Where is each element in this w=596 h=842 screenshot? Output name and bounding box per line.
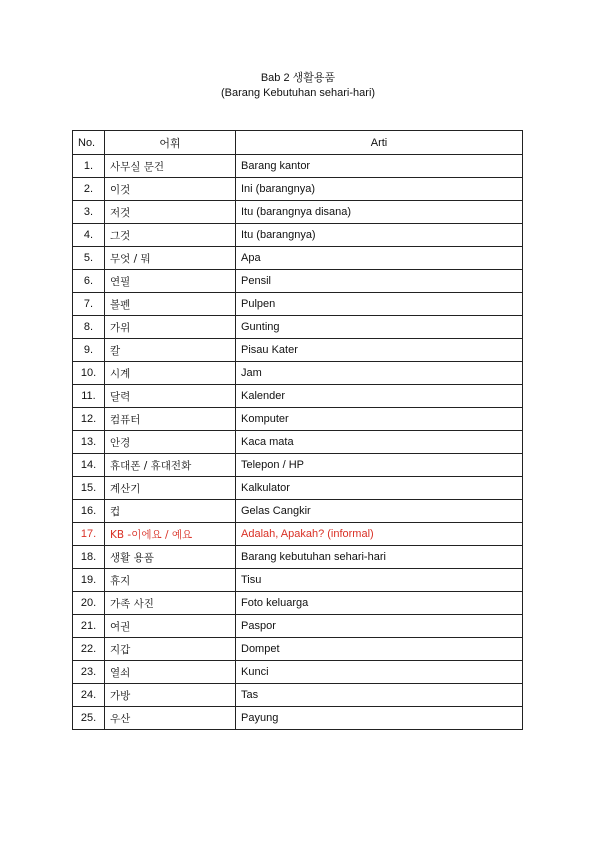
- column-header-no: No.: [73, 131, 105, 155]
- row-number: 8.: [73, 316, 105, 339]
- table-row: [73, 546, 523, 569]
- table-row: [73, 155, 523, 178]
- indonesian-meaning: Dompet: [236, 638, 523, 661]
- vocabulary-table: [72, 130, 523, 730]
- korean-word: 가방: [105, 684, 236, 707]
- indonesian-meaning: Apa: [236, 247, 523, 270]
- row-number: 19.: [73, 569, 105, 592]
- korean-word: 휴대폰 / 휴대전화: [105, 454, 236, 477]
- row-number: 3.: [73, 201, 105, 224]
- indonesian-meaning: Jam: [236, 362, 523, 385]
- row-number: 16.: [73, 500, 105, 523]
- row-number: 9.: [73, 339, 105, 362]
- table-row: [73, 431, 523, 454]
- row-number: 13.: [73, 431, 105, 454]
- korean-word: 저것: [105, 201, 236, 224]
- indonesian-meaning: Tisu: [236, 569, 523, 592]
- korean-word: 컴퓨터: [105, 408, 236, 431]
- indonesian-meaning: Pensil: [236, 270, 523, 293]
- table-row: [73, 362, 523, 385]
- row-number: 7.: [73, 293, 105, 316]
- korean-word: 컵: [105, 500, 236, 523]
- row-number: 17.: [73, 523, 105, 546]
- table-row: [73, 201, 523, 224]
- indonesian-meaning: Tas: [236, 684, 523, 707]
- row-number: 1.: [73, 155, 105, 178]
- table-row: [73, 707, 523, 730]
- korean-word: 달력: [105, 385, 236, 408]
- indonesian-meaning: Paspor: [236, 615, 523, 638]
- row-number: 15.: [73, 477, 105, 500]
- row-number: 22.: [73, 638, 105, 661]
- indonesian-meaning: Itu (barangnya): [236, 224, 523, 247]
- indonesian-meaning: Ini (barangnya): [236, 178, 523, 201]
- table-row: [73, 615, 523, 638]
- document-header: [0, 71, 596, 101]
- indonesian-meaning: Telepon / HP: [236, 454, 523, 477]
- column-header-word: 어휘: [105, 131, 236, 155]
- indonesian-meaning: Pisau Kater: [236, 339, 523, 362]
- table-row: [73, 247, 523, 270]
- korean-word: 지갑: [105, 638, 236, 661]
- document-title: Bab 2 생활용품: [260, 72, 336, 84]
- row-number: 12.: [73, 408, 105, 431]
- table-row: [73, 339, 523, 362]
- row-number: 6.: [73, 270, 105, 293]
- row-number: 23.: [73, 661, 105, 684]
- table-row: [73, 408, 523, 431]
- table-row: [73, 592, 523, 615]
- indonesian-meaning: Gunting: [236, 316, 523, 339]
- row-number: 20.: [73, 592, 105, 615]
- row-number: 10.: [73, 362, 105, 385]
- korean-word: 가위: [105, 316, 236, 339]
- table-row: [73, 523, 523, 546]
- row-number: 2.: [73, 178, 105, 201]
- korean-word: 이것: [105, 178, 236, 201]
- table-row: [73, 569, 523, 592]
- table-row: [73, 500, 523, 523]
- korean-word: 여권: [105, 615, 236, 638]
- korean-word: KB -이에요 / 예요: [105, 523, 236, 546]
- table-row: [73, 178, 523, 201]
- korean-word: 생활 용품: [105, 546, 236, 569]
- korean-word: 칼: [105, 339, 236, 362]
- table-row: [73, 293, 523, 316]
- korean-word: 사무실 문건: [105, 155, 236, 178]
- indonesian-meaning: Payung: [236, 707, 523, 730]
- table-row: [73, 638, 523, 661]
- indonesian-meaning: Kalender: [236, 385, 523, 408]
- table-row: [73, 316, 523, 339]
- indonesian-meaning: Itu (barangnya disana): [236, 201, 523, 224]
- table-row: [73, 661, 523, 684]
- table-row: [73, 684, 523, 707]
- korean-word: 시계: [105, 362, 236, 385]
- document-subtitle: (Barang Kebutuhan sehari-hari): [220, 87, 376, 99]
- korean-word: 안경: [105, 431, 236, 454]
- row-number: 21.: [73, 615, 105, 638]
- indonesian-meaning: Kunci: [236, 661, 523, 684]
- table-row: [73, 477, 523, 500]
- korean-word: 연필: [105, 270, 236, 293]
- indonesian-meaning: Barang kantor: [236, 155, 523, 178]
- indonesian-meaning: Kalkulator: [236, 477, 523, 500]
- korean-word: 무엇 / 뭐: [105, 247, 236, 270]
- indonesian-meaning: Adalah, Apakah? (informal): [236, 523, 523, 546]
- indonesian-meaning: Barang kebutuhan sehari-hari: [236, 546, 523, 569]
- row-number: 18.: [73, 546, 105, 569]
- row-number: 5.: [73, 247, 105, 270]
- korean-word: 볼펜: [105, 293, 236, 316]
- row-number: 14.: [73, 454, 105, 477]
- indonesian-meaning: Kaca mata: [236, 431, 523, 454]
- indonesian-meaning: Pulpen: [236, 293, 523, 316]
- table-body: [73, 155, 523, 730]
- row-number: 25.: [73, 707, 105, 730]
- table-row: [73, 385, 523, 408]
- table-row: [73, 270, 523, 293]
- table-header-row: [73, 131, 523, 155]
- column-header-arti: Arti: [236, 131, 523, 155]
- indonesian-meaning: Foto keluarga: [236, 592, 523, 615]
- korean-word: 그것: [105, 224, 236, 247]
- row-number: 24.: [73, 684, 105, 707]
- indonesian-meaning: Komputer: [236, 408, 523, 431]
- row-number: 11.: [73, 385, 105, 408]
- table-row: [73, 454, 523, 477]
- table-row: [73, 224, 523, 247]
- korean-word: 열쇠: [105, 661, 236, 684]
- korean-word: 휴지: [105, 569, 236, 592]
- korean-word: 가족 사진: [105, 592, 236, 615]
- row-number: 4.: [73, 224, 105, 247]
- korean-word: 우산: [105, 707, 236, 730]
- indonesian-meaning: Gelas Cangkir: [236, 500, 523, 523]
- korean-word: 계산기: [105, 477, 236, 500]
